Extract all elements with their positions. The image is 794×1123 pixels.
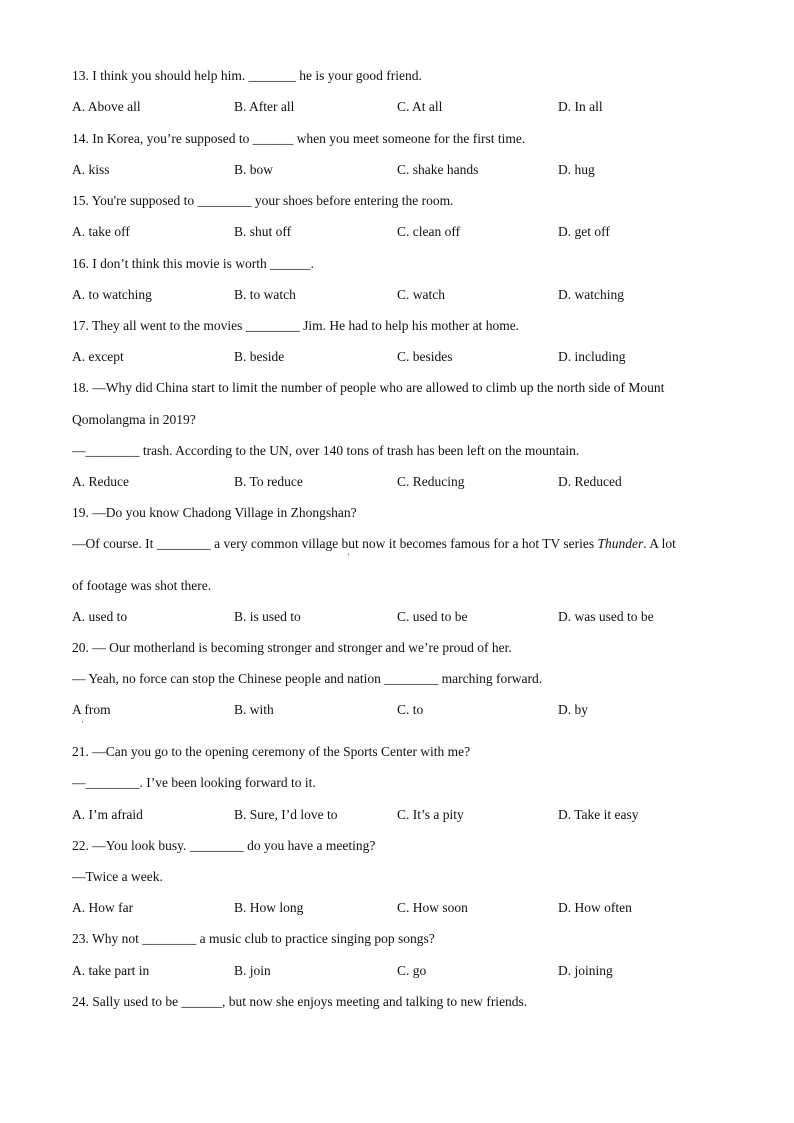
option-a: A. kiss (72, 162, 110, 177)
question-16-options (72, 286, 722, 304)
question-18-response: —________ trash. According to the UN, over 140 tons of trash has been left on the mountain. (72, 443, 580, 458)
option-a: A. I’m afraid (72, 807, 143, 822)
option-b: B. bow (234, 162, 274, 177)
option-c: C. clean off (397, 224, 461, 239)
question-20-options (72, 701, 722, 719)
option-a: A. to watching (72, 287, 152, 302)
question-21-options (72, 806, 722, 824)
option-a: A. Reduce (72, 474, 129, 489)
question-19-stem: 19. —Do you know Chadong Village in Zhongshan? (72, 505, 357, 520)
question-17-options (72, 348, 722, 366)
option-d: D. watching (558, 287, 624, 302)
question-17-stem: 17. They all went to the movies ________ Jim. He had to help his mother at home. (72, 318, 520, 333)
question-21-response: —________. I’ve been looking forward to it. (72, 775, 316, 790)
option-b: B. beside (234, 349, 285, 364)
question-22-options (72, 899, 722, 917)
option-b: B. is used to (234, 609, 301, 624)
option-c: C. go (397, 963, 427, 978)
option-c: C. At all (397, 99, 443, 114)
option-b: B. shut off (234, 224, 292, 239)
option-b: B. Sure, I’d love to (234, 807, 338, 822)
question-22-response: —Twice a week. (72, 869, 163, 884)
option-c: C. besides (397, 349, 453, 364)
question-24-stem: 24. Sally used to be ______, but now she enjoys meeting and talking to new friends. (72, 994, 528, 1009)
question-19-response-tail: . A lot (643, 536, 676, 551)
option-d: D. hug (558, 162, 595, 177)
option-c: C. watch (397, 287, 445, 302)
stray-tick-mark: ' (348, 552, 350, 562)
question-20-response: — Yeah, no force can stop the Chinese people and nation ________ marching forward. (72, 671, 543, 686)
question-14-stem: 14. In Korea, you’re supposed to ______ when you meet someone for the first time. (72, 131, 526, 146)
question-19-series-title: Thunder (597, 536, 644, 551)
option-c: C. to (397, 702, 424, 717)
option-b: B. join (234, 963, 271, 978)
option-a: A. used to (72, 609, 128, 624)
option-d: D. joining (558, 963, 613, 978)
question-13-options (72, 98, 722, 116)
question-15-stem: 15. You're supposed to ________ your shoes before entering the room. (72, 193, 454, 208)
question-23-options (72, 962, 722, 980)
stray-dot-mark: · (81, 717, 84, 727)
option-a: A. take off (72, 224, 130, 239)
question-18-options (72, 473, 722, 491)
question-23-stem: 23. Why not ________ a music club to practice singing pop songs? (72, 931, 435, 946)
option-d: D. Reduced (558, 474, 622, 489)
option-a: A. take part in (72, 963, 150, 978)
question-19-response-text: —Of course. It ________ a very common village but now it becomes famous for a hot TV series (72, 536, 595, 551)
option-c: C. Reducing (397, 474, 465, 489)
option-d: D. including (558, 349, 626, 364)
option-c: C. It’s a pity (397, 807, 464, 822)
option-b: B. to watch (234, 287, 296, 302)
question-19-response-cont: of footage was shot there. (72, 578, 212, 593)
option-d: D. Take it easy (558, 807, 639, 822)
option-a: A from (72, 702, 111, 717)
option-d: D. How often (558, 900, 632, 915)
question-15-options (72, 223, 722, 241)
question-21-stem: 21. —Can you go to the opening ceremony of the Sports Center with me? (72, 744, 471, 759)
question-14-options (72, 161, 722, 179)
question-19-response (72, 535, 722, 553)
option-a: A. How far (72, 900, 134, 915)
option-a: A. except (72, 349, 124, 364)
option-a: A. Above all (72, 99, 141, 114)
question-20-stem: 20. — Our motherland is becoming stronger and stronger and we’re proud of her. (72, 640, 512, 655)
option-b: B. with (234, 702, 274, 717)
option-d: D. by (558, 702, 588, 717)
option-d: D. get off (558, 224, 610, 239)
option-d: D. In all (558, 99, 603, 114)
option-c: C. shake hands (397, 162, 479, 177)
option-b: B. To reduce (234, 474, 303, 489)
question-22-stem: 22. —You look busy. ________ do you have a meeting? (72, 838, 376, 853)
question-13-stem: 13. I think you should help him. _______ he is your good friend. (72, 68, 422, 83)
option-b: B. After all (234, 99, 295, 114)
option-c: C. used to be (397, 609, 468, 624)
question-16-stem: 16. I don’t think this movie is worth ______. (72, 256, 314, 271)
question-19-options (72, 608, 722, 626)
question-18-stem: 18. —Why did China start to limit the number of people who are allowed to climb up the north side of Mount (72, 380, 665, 395)
option-b: B. How long (234, 900, 304, 915)
option-c: C. How soon (397, 900, 468, 915)
question-18-stem-cont: Qomolangma in 2019? (72, 412, 196, 427)
option-d: D. was used to be (558, 609, 654, 624)
